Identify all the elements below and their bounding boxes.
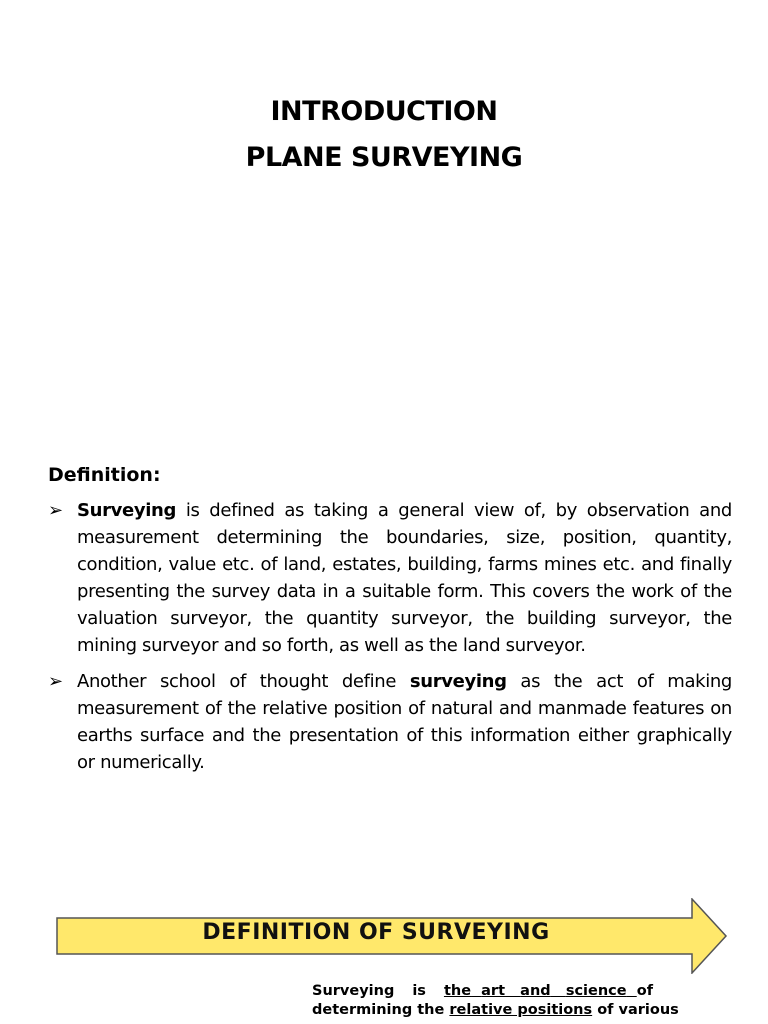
excerpt-underlined-word: science [565, 983, 627, 999]
bullet-text-pre: Another school of thought define [77, 671, 410, 692]
arrow-bullet-icon: ➢ [48, 671, 63, 692]
bullet-text: is defined as taking a general view of, by observation and measurement determining the boundaries, size, position, quantity, condition, value etc. of land, estates, building, farms mines etc. and finally presenting the survey data in a suitable form. This covers the work of the valuation surveyor, the quantity surveyor, the building surveyor, the mining surveyor and so forth, as well as the land surveyor. [77, 500, 732, 656]
definition-bullet [48, 668, 732, 776]
definition-banner [56, 898, 728, 974]
excerpt-word: of various [597, 1002, 679, 1018]
excerpt-word: of [636, 983, 654, 999]
page-subtitle: PLANE SURVEYING [245, 142, 523, 173]
definition-heading: Definition: [48, 464, 161, 486]
definition-bullet [48, 497, 732, 659]
excerpt-underlined-word: relative positions [449, 1002, 593, 1018]
banner-label: DEFINITION OF SURVEYING [202, 920, 550, 945]
excerpt-line [312, 1001, 682, 1020]
excerpt-underlined-word: the [443, 983, 472, 999]
excerpt-underlined-word: and [520, 983, 551, 999]
excerpt-text [312, 982, 682, 1020]
bullet-bold-term: Surveying [77, 500, 177, 521]
excerpt-word: determining the [312, 1002, 445, 1018]
excerpt-word: is [412, 983, 426, 999]
bullet-text: as the act of making measurement of the relative position of natural and manmade features on earths surface and the presentation of this information either graphically or numerically. [77, 671, 732, 773]
arrow-bullet-icon: ➢ [48, 500, 63, 521]
excerpt-underlined-word: art [481, 983, 506, 999]
excerpt-word: Surveying [312, 983, 395, 999]
definition-list [48, 497, 732, 785]
excerpt-line [312, 982, 682, 1001]
bullet-bold-term: surveying [409, 671, 507, 692]
page-title: INTRODUCTION [270, 96, 498, 127]
